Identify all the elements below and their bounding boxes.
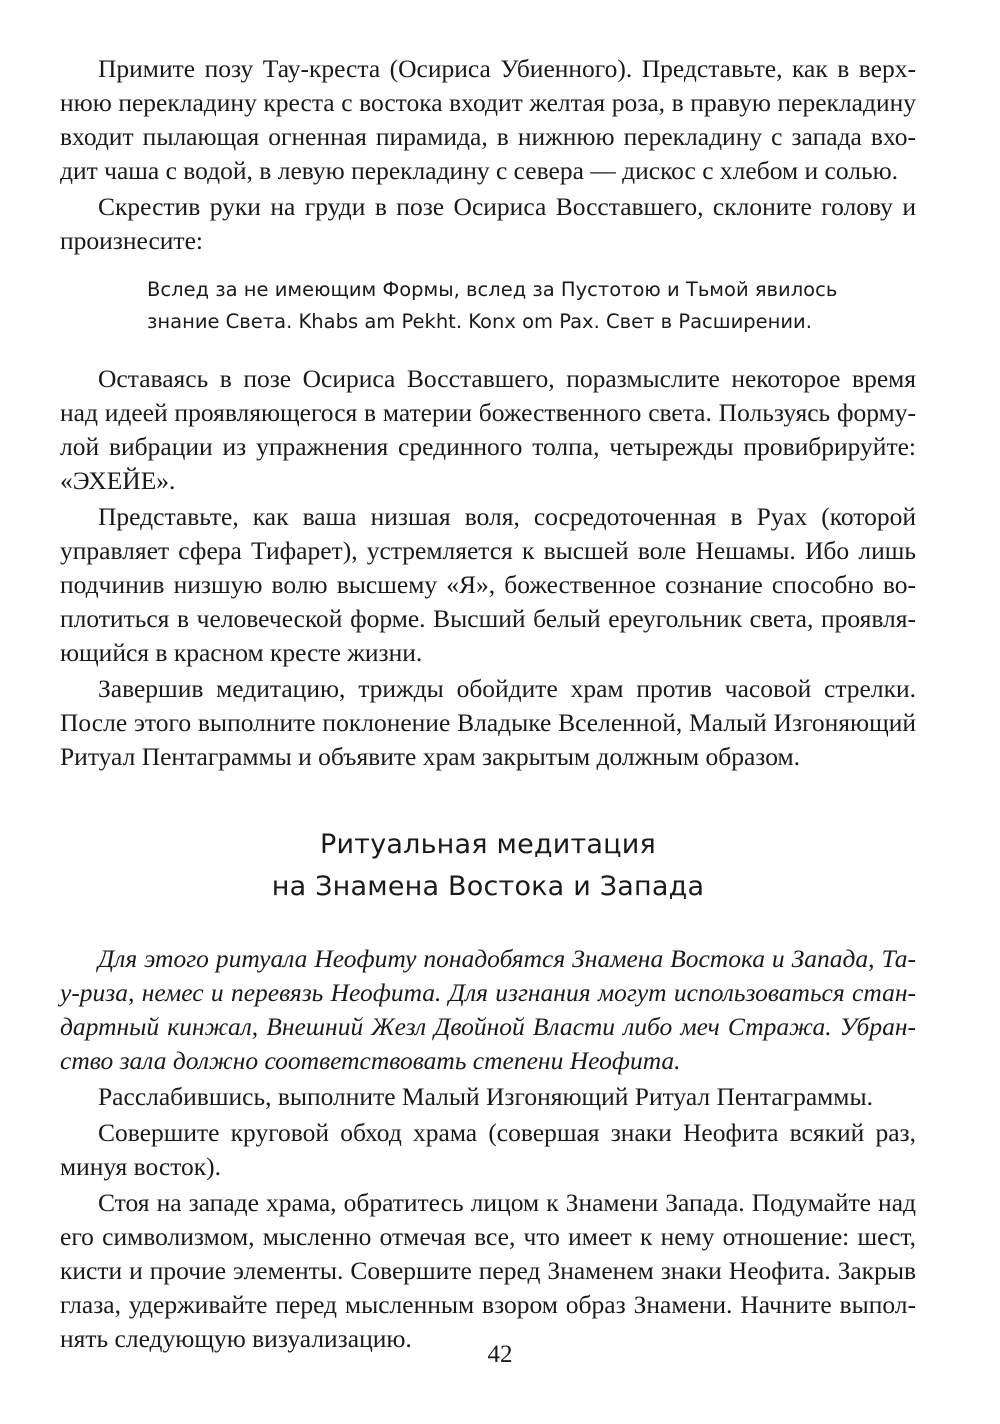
section-heading-line-1: Ритуальная медитация xyxy=(320,829,656,860)
page-number: 42 xyxy=(487,1341,513,1368)
paragraph-banishing: Расслабившись, выполните Малый Изгоняющий Ритуал Пентаграммы. xyxy=(98,1082,873,1111)
paragraph-osiris-risen: Скрестив руки на груди в позе Осириса Восставшего, склоните голову и произнесите: xyxy=(60,192,916,255)
section-heading-line-2: на Знамена Востока и Запада xyxy=(271,871,705,902)
paragraph-requirements: Для этого ритуала Неофиту понадобятся Знамена Востока и Запада, Тау-риза, немес и перевязь Неофита. Для изгнания могут использоваться стандартный кинжал, Внешний Жезл Двойной Власти либо меч Стража. Убранство зала должно соответствовать степени Неофита. xyxy=(60,944,916,1075)
paragraph-ruach: Представьте, как ваша низшая воля, сосредоточенная в Руах (которой управляет сфера Тифарет), устремляется к высшей воле Нешамы. Ибо лишь подчинив низшую волю высшему «Я», божественное сознание способно воплотиться в человеческой форме. Высший белый ереугольник света, проявляющийся в красном кресте жизни. xyxy=(60,502,916,667)
paragraph-eheieh: Оставаясь в позе Осириса Восставшего, поразмыслите некоторое время над идеей проявляющегося в материи божественного света. Пользуясь формулой вибрации из упражнения срединного толпа, четырежды провибрируйте: «ЭХЕЙЕ». xyxy=(60,364,916,495)
invocation-quote: Вслед за не имеющим Формы, вслед за Пустотою и Тьмой явилось знание Света. Khabs am Pekht. Konx om Pax. Свет в Расширении. xyxy=(147,278,838,333)
page-body xyxy=(60,52,916,1358)
paragraph-closing: Завершив медитацию, трижды обойдите храм против часовой стрелки. После этого выполните поклонение Владыке Вселенной, Малый Изгоняющий Ритуал Пентаграммы и объявите храм закрытым должным образом. xyxy=(60,674,916,771)
paragraph-tau-cross: Примите позу Тау-креста (Осириса Убиенного). Представьте, как в верхнюю перекладину креста с востока входит желтая роза, в правую перекладину входит пылающая огненная пирамида, в нижнюю перекладину с запада входит чаша с водой, в левую перекладину с севера — дискос с хлебом и солью. xyxy=(60,54,916,185)
paragraph-banner-west: Стоя на западе храма, обратитесь лицом к Знамени Запада. Подумайте над его символизмом, мысленно отмечая все, что имеет к нему отношение: шест, кисти и прочие элементы. Совершите перед Знаменем знаки Неофита. Закрыв глаза, удерживайте перед мысленным взором образ Знамени. Начните выполнять следующую визуализацию. xyxy=(60,1188,916,1353)
section-heading xyxy=(60,824,916,908)
paragraph-circumambulation: Совершите круговой обход храма (совершая знаки Неофита всякий раз, минуя восток). xyxy=(60,1118,916,1181)
